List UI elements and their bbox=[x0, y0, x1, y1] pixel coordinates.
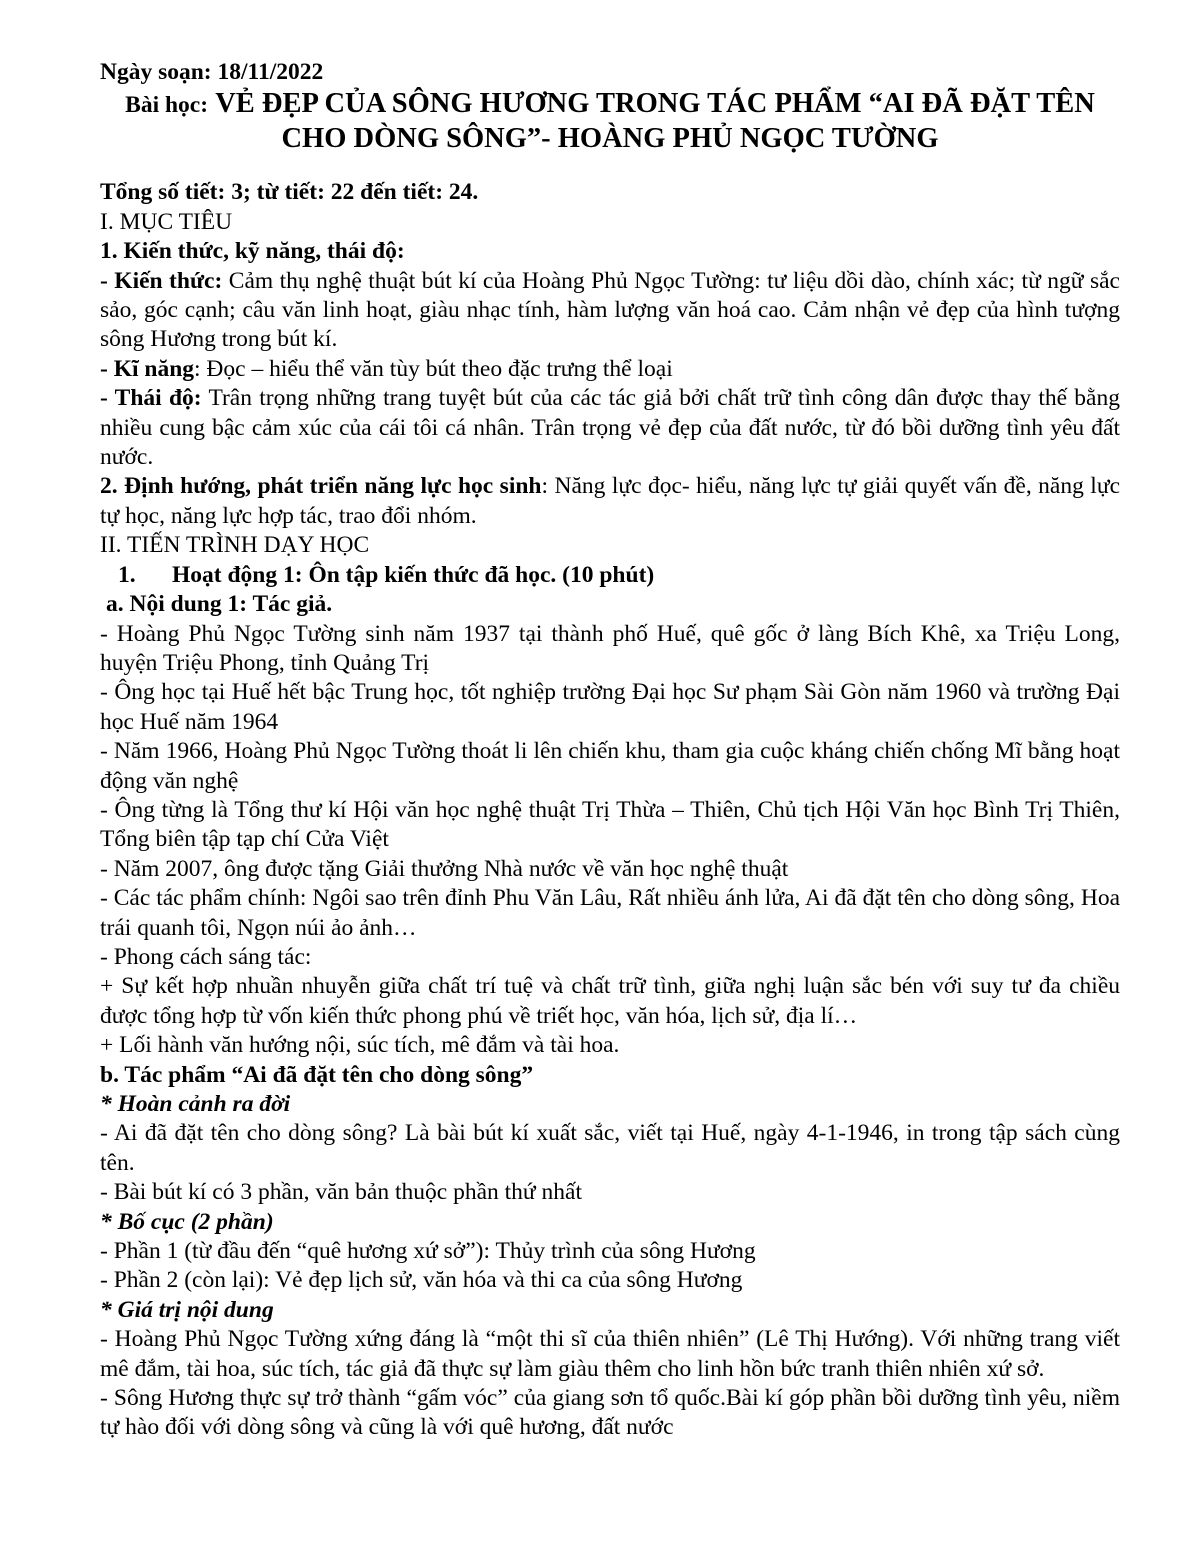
lesson-title-block bbox=[100, 87, 1120, 156]
list-item: - Hoàng Phủ Ngọc Tường sinh năm 1937 tại thành phố Huế, quê gốc ở làng Bích Khê, xa Triệu Long, huyện Triệu Phong, tỉnh Quảng Trị bbox=[100, 620, 1120, 676]
skill-label: - Kĩ năng bbox=[100, 355, 195, 382]
layout-heading: * Bố cục (2 phần) bbox=[100, 1208, 274, 1235]
knowledge-label: - Kiến thức: bbox=[100, 267, 223, 294]
section1-heading: I. MỤC TIÊU bbox=[100, 208, 233, 235]
list-item: - Phần 2 (còn lại): Vẻ đẹp lịch sử, văn hóa và thi ca của sông Hương bbox=[100, 1267, 743, 1294]
competency-label: 2. Định hướng, phát triển năng lực học sinh bbox=[100, 473, 542, 500]
attitude-label: - Thái độ: bbox=[100, 385, 202, 412]
attitude-text: Trân trọng những trang tuyệt bút của các tác giả bởi chất trữ tình công dân được thay thế bằng nhiều cung bậc cảm xúc của cái tôi cá nhân. Trân trọng vẻ đẹp của đất nước, từ đó bồi dưỡng tình yêu đất nước. bbox=[100, 385, 1120, 471]
periods-line: Tổng số tiết: 3; từ tiết: 22 đến tiết: 24. bbox=[100, 179, 479, 206]
list-item: - Hoàng Phủ Ngọc Tường xứng đáng là “một thi sĩ của thiên nhiên” (Lê Thị Hướng). Với những trang viết mê đắm, tài hoa, súc tích, tác giả đã thực sự làm giàu thêm cho linh hồn bức tranh thiên nhiên xứ sở. bbox=[100, 1326, 1120, 1382]
list-item: - Năm 1966, Hoàng Phủ Ngọc Tường thoát li lên chiến khu, tham gia cuộc kháng chiến chống Mĩ bằng hoạt động văn nghệ bbox=[100, 738, 1120, 794]
list-item: - Năm 2007, ông được tặng Giải thưởng Nhà nước về văn học nghệ thuật bbox=[100, 855, 789, 882]
list-item: - Ai đã đặt tên cho dòng sông? Là bài bút kí xuất sắc, viết tại Huế, ngày 4-1-1946, in trong tập sách cùng tên. bbox=[100, 1120, 1120, 1176]
list-item: - Bài bút kí có 3 phần, văn bản thuộc phần thứ nhất bbox=[100, 1179, 582, 1206]
list-item: - Ông học tại Huế hết bậc Trung học, tốt nghiệp trường Đại học Sư phạm Sài Gòn năm 1960 và trường Đại học Huế năm 1964 bbox=[100, 679, 1120, 735]
attitude-paragraph bbox=[100, 384, 1120, 472]
competency-text: : Năng lực đọc- hiểu, năng lực tự giải quyết vấn đề, năng lực tự học, năng lực hợp tác, trao đổi nhóm. bbox=[100, 473, 1120, 529]
activity-title: Hoạt động 1: Ôn tập kiến thức đã học. (10 phút) bbox=[172, 561, 655, 588]
context-heading: * Hoàn cảnh ra đời bbox=[100, 1091, 291, 1117]
author-list bbox=[100, 620, 1120, 1061]
section2-heading: II. TIẾN TRÌNH DẠY HỌC bbox=[100, 532, 370, 559]
activity-number: 1. bbox=[118, 561, 136, 588]
content-b-heading: b. Tác phẩm “Ai đã đặt tên cho dòng sông” bbox=[100, 1061, 534, 1088]
list-item: - Phần 1 (từ đầu đến “quê hương xứ sở”): Thủy trình của sông Hương bbox=[100, 1238, 756, 1265]
list-item: - Sông Hương thực sự trở thành “gấm vóc” của giang sơn tổ quốc.Bài kí góp phần bồi dưỡng tình yêu, niềm tự hào đối với dòng sông và cũng là với quê hương, đất nước bbox=[100, 1385, 1120, 1441]
list-item: + Lối hành văn hướng nội, súc tích, mê đắm và tài hoa. bbox=[100, 1032, 620, 1059]
activity-1 bbox=[100, 561, 1120, 590]
list-item: - Ông từng là Tổng thư kí Hội văn học nghệ thuật Trị Thừa – Thiên, Chủ tịch Hội Văn học Bình Trị Thiên, Tổng biên tập tạp chí Cửa Việt bbox=[100, 796, 1120, 853]
content-a-heading: a. Nội dung 1: Tác giả. bbox=[106, 591, 333, 618]
list-item: + Sự kết hợp nhuần nhuyễn giữa chất trí tuệ và chất trữ tình, giữa nghị luận sắc bén với suy tư đa chiều được tổng hợp từ vốn kiến thức phong phú về triết học, văn hóa, lịch sử, địa lí… bbox=[100, 973, 1120, 1029]
list-item: - Phong cách sáng tác: bbox=[100, 943, 312, 970]
knowledge-text: Cảm thụ nghệ thuật bút kí của Hoàng Phủ Ngọc Tường: tư liệu dồi dào, chính xác; từ ngữ sắc sảo, góc cạnh; câu văn linh hoạt, giàu nhạc tính, hàm lượng văn hoá cao. Cảm nhận vẻ đẹp của hình tượng sông Hương trong bút kí. bbox=[100, 267, 1120, 353]
document-page bbox=[100, 58, 1120, 1443]
skill-text: : Đọc – hiểu thể văn tùy bút theo đặc trưng thể loại bbox=[194, 355, 673, 382]
skill-paragraph bbox=[100, 355, 1120, 384]
value-heading: * Giá trị nội dung bbox=[100, 1296, 274, 1323]
lesson-title: VẺ ĐẸP CỦA SÔNG HƯƠNG TRONG TÁC PHẨM “AI ĐÃ ĐẶT TÊN CHO DÒNG SÔNG”- HOÀNG PHỦ NGỌC TƯỜNG bbox=[215, 88, 1095, 155]
list-item: - Các tác phẩm chính: Ngôi sao trên đỉnh Phu Văn Lâu, Rất nhiều ánh lửa, Ai đã đặt tên cho dòng sông, Hoa trái quanh tôi, Ngọn núi ảo ảnh… bbox=[100, 885, 1120, 941]
lesson-label: Bài học: bbox=[125, 92, 209, 119]
section1-sub1: 1. Kiến thức, kỹ năng, thái độ: bbox=[100, 238, 405, 265]
competency-paragraph bbox=[100, 472, 1120, 531]
date-line: Ngày soạn: 18/11/2022 bbox=[100, 59, 324, 85]
knowledge-paragraph bbox=[100, 267, 1120, 355]
